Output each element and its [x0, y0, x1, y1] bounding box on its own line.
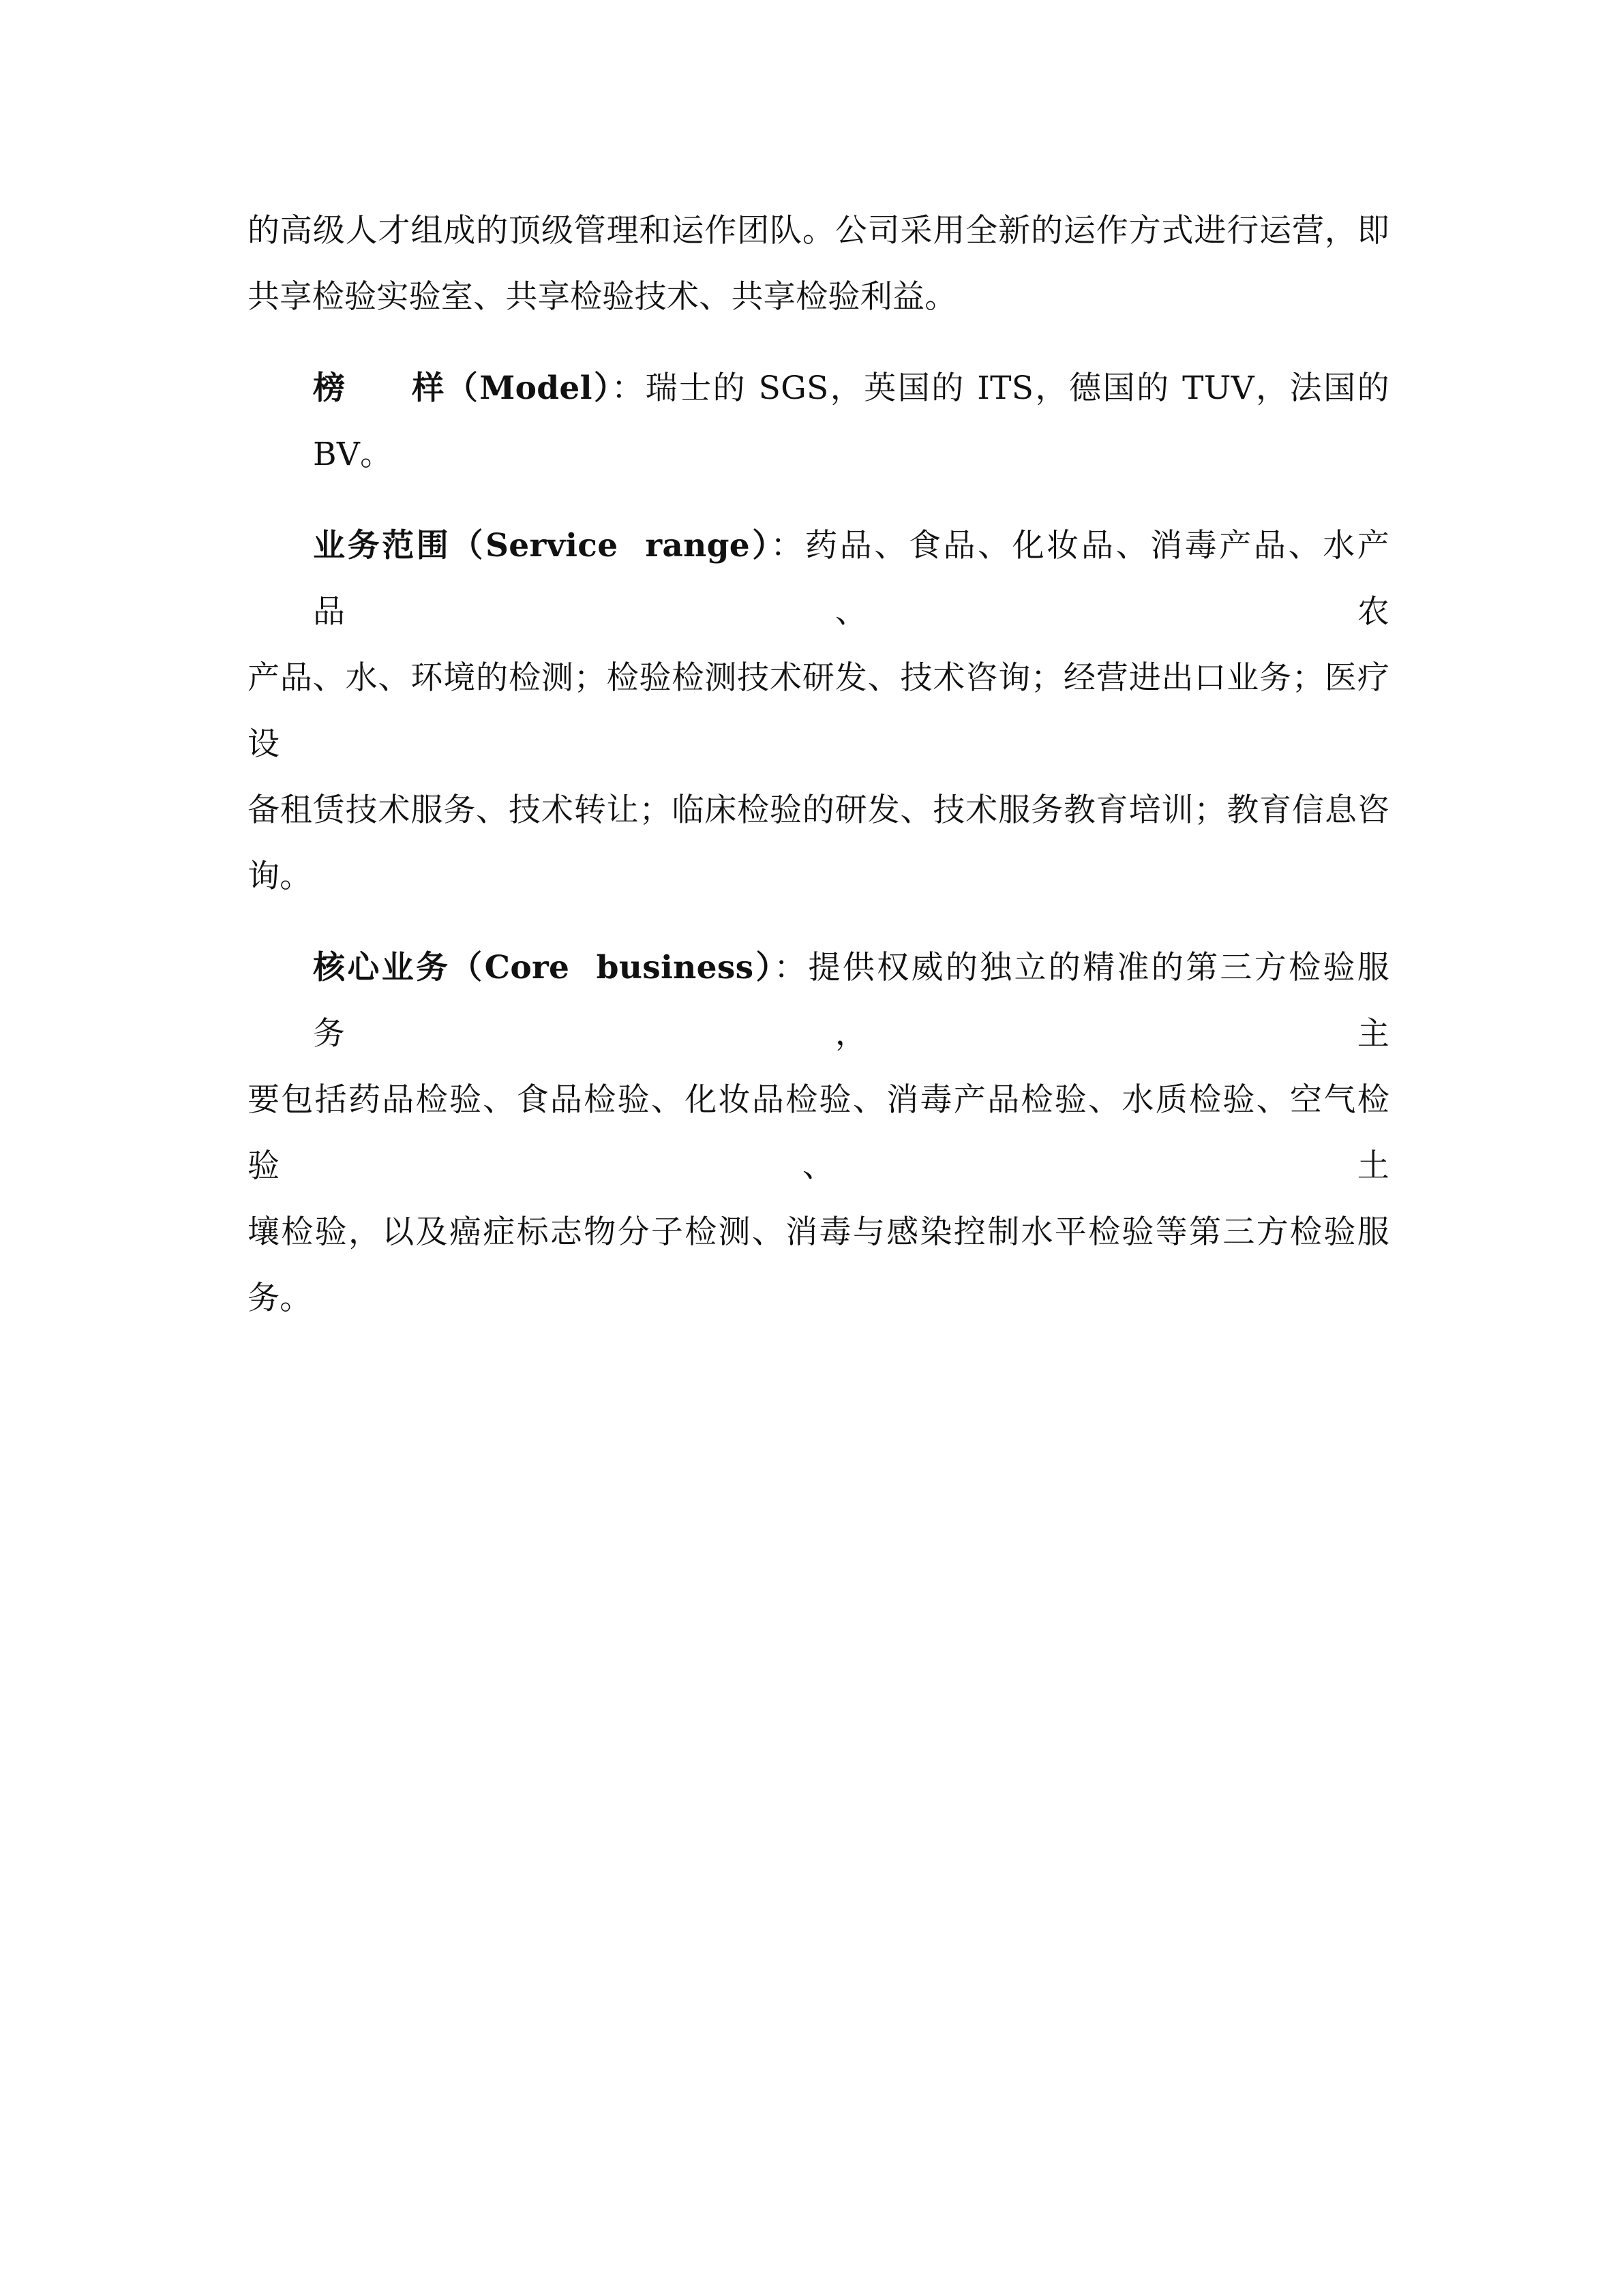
core-business-line-3: 壤检验，以及癌症标志物分子检测、消毒与感染控制水平检验等第三方检验服务。: [247, 1213, 1389, 1317]
model-label-char-2: 样: [412, 369, 446, 407]
intro-line-2: 共享检验实验室、共享检验技术、共享检验利益。: [247, 278, 957, 316]
service-range-text-1: 药品、食品、化妆品、消毒产品、水产品、农: [313, 527, 1389, 631]
core-business-paragraph: [247, 935, 1389, 1331]
service-range-separator: ：: [770, 527, 806, 564]
model-label: [313, 369, 612, 407]
intro-line-1: 的高级人才组成的顶级管理和运作团队。公司采用全新的运作方式进行运营，即: [247, 212, 1389, 250]
service-range-line-4: 询。: [247, 858, 312, 895]
core-business-text-1: 提供权威的独立的精准的第三方检验服务，主: [313, 949, 1389, 1053]
service-range-label: 业务范围（Service range）: [313, 527, 771, 564]
model-paragraph: [247, 355, 1389, 487]
service-range-line-1: [247, 513, 1389, 645]
model-label-char-1: 榜: [313, 369, 412, 407]
model-label-en: （Model）: [445, 369, 612, 407]
service-range-line-2: 产品、水、环境的检测；检验检测技术研发、技术咨询；经营进出口业务；医疗设: [247, 659, 1389, 763]
service-range-line-3: 备租赁技术服务、技术转让；临床检验的研发、技术服务教育培训；教育信息咨: [247, 791, 1389, 829]
model-text: 瑞士的 SGS，英国的 ITS，德国的 TUV，法国的 BV。: [313, 369, 1389, 473]
model-line: [247, 355, 1389, 487]
intro-paragraph: [247, 198, 1389, 330]
service-range-paragraph: [247, 513, 1389, 909]
document-body: [247, 198, 1389, 1357]
core-business-label: 核心业务（Core business）: [313, 949, 775, 986]
core-business-line-2: 要包括药品检验、食品检验、化妆品检验、消毒产品检验、水质检验、空气检验、土: [247, 1081, 1389, 1185]
model-separator: ：: [612, 369, 646, 407]
core-business-separator: ：: [774, 949, 809, 986]
core-business-line-1: [247, 935, 1389, 1067]
